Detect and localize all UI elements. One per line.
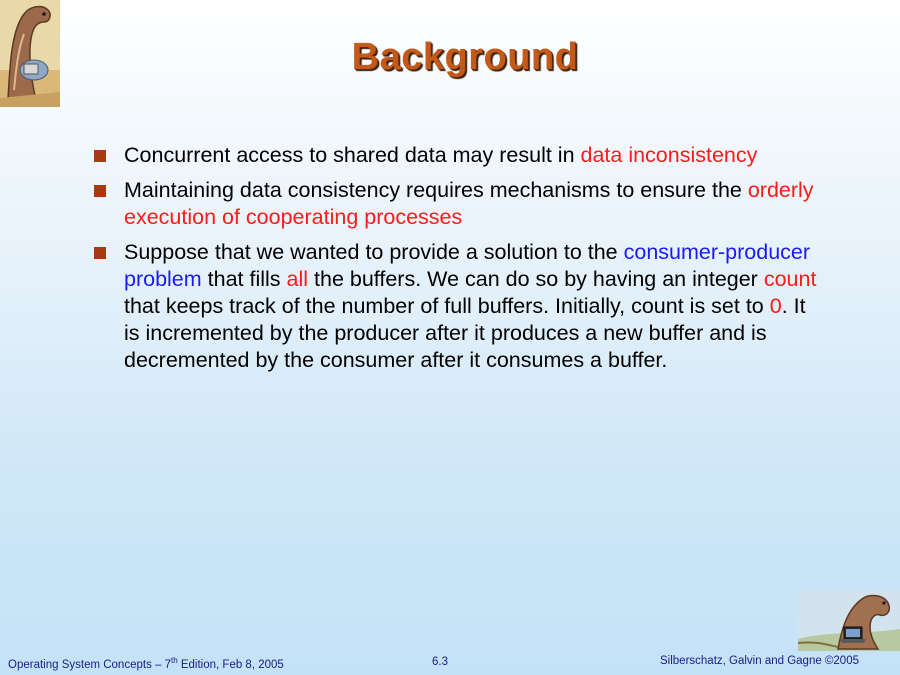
- emphasis-red: count: [763, 267, 817, 291]
- bullet-item: [92, 239, 822, 374]
- bullet-text: [124, 240, 816, 372]
- bullet-segment: Concurrent access to shared data may result in: [124, 143, 581, 167]
- square-bullet-icon: [94, 150, 106, 162]
- bullet-segment: Maintaining data consistency requires mechanisms to ensure the: [124, 178, 748, 202]
- emphasis-red: data inconsistency: [580, 143, 758, 167]
- square-bullet-icon: [94, 247, 106, 259]
- bullet-item: [92, 177, 822, 231]
- emphasis-red: orderly execution of cooperating processes: [124, 178, 814, 229]
- bullet-text: [124, 143, 757, 167]
- page-number: 6.3: [432, 656, 448, 668]
- footer-left-text: Operating System Concepts – 7: [8, 658, 171, 671]
- bullet-text: [124, 178, 814, 229]
- emphasis-red: all: [286, 267, 309, 291]
- bullet-segment: that fills: [201, 267, 287, 291]
- footer-superscript: th: [171, 656, 178, 665]
- emphasis-blue: consumer-producer problem: [124, 240, 811, 291]
- footer-left-suffix: Edition, Feb 8, 2005: [177, 658, 284, 671]
- footer-copyright: Silberschatz, Galvin and Gagne ©2005: [660, 655, 859, 667]
- emphasis-red: 0: [769, 294, 782, 318]
- dinosaur-laptop-logo-icon: [798, 591, 900, 651]
- footer-course-info: [8, 656, 284, 671]
- bullet-segment: the buffers. We can do so by having an integer: [308, 267, 764, 291]
- bullet-segment: Suppose that we wanted to provide a solution to the: [124, 240, 624, 264]
- bullet-segment: . It is incremented by the producer after it produces a new buffer and is decremented by the consumer after it consumes a buffer.: [124, 294, 806, 372]
- bullet-list: [92, 142, 822, 382]
- slide-title: Background: [351, 36, 579, 78]
- square-bullet-icon: [94, 185, 106, 197]
- bullet-segment: that keeps track of the number of full buffers. Initially, count is set to: [124, 294, 770, 318]
- bullet-item: [92, 142, 822, 169]
